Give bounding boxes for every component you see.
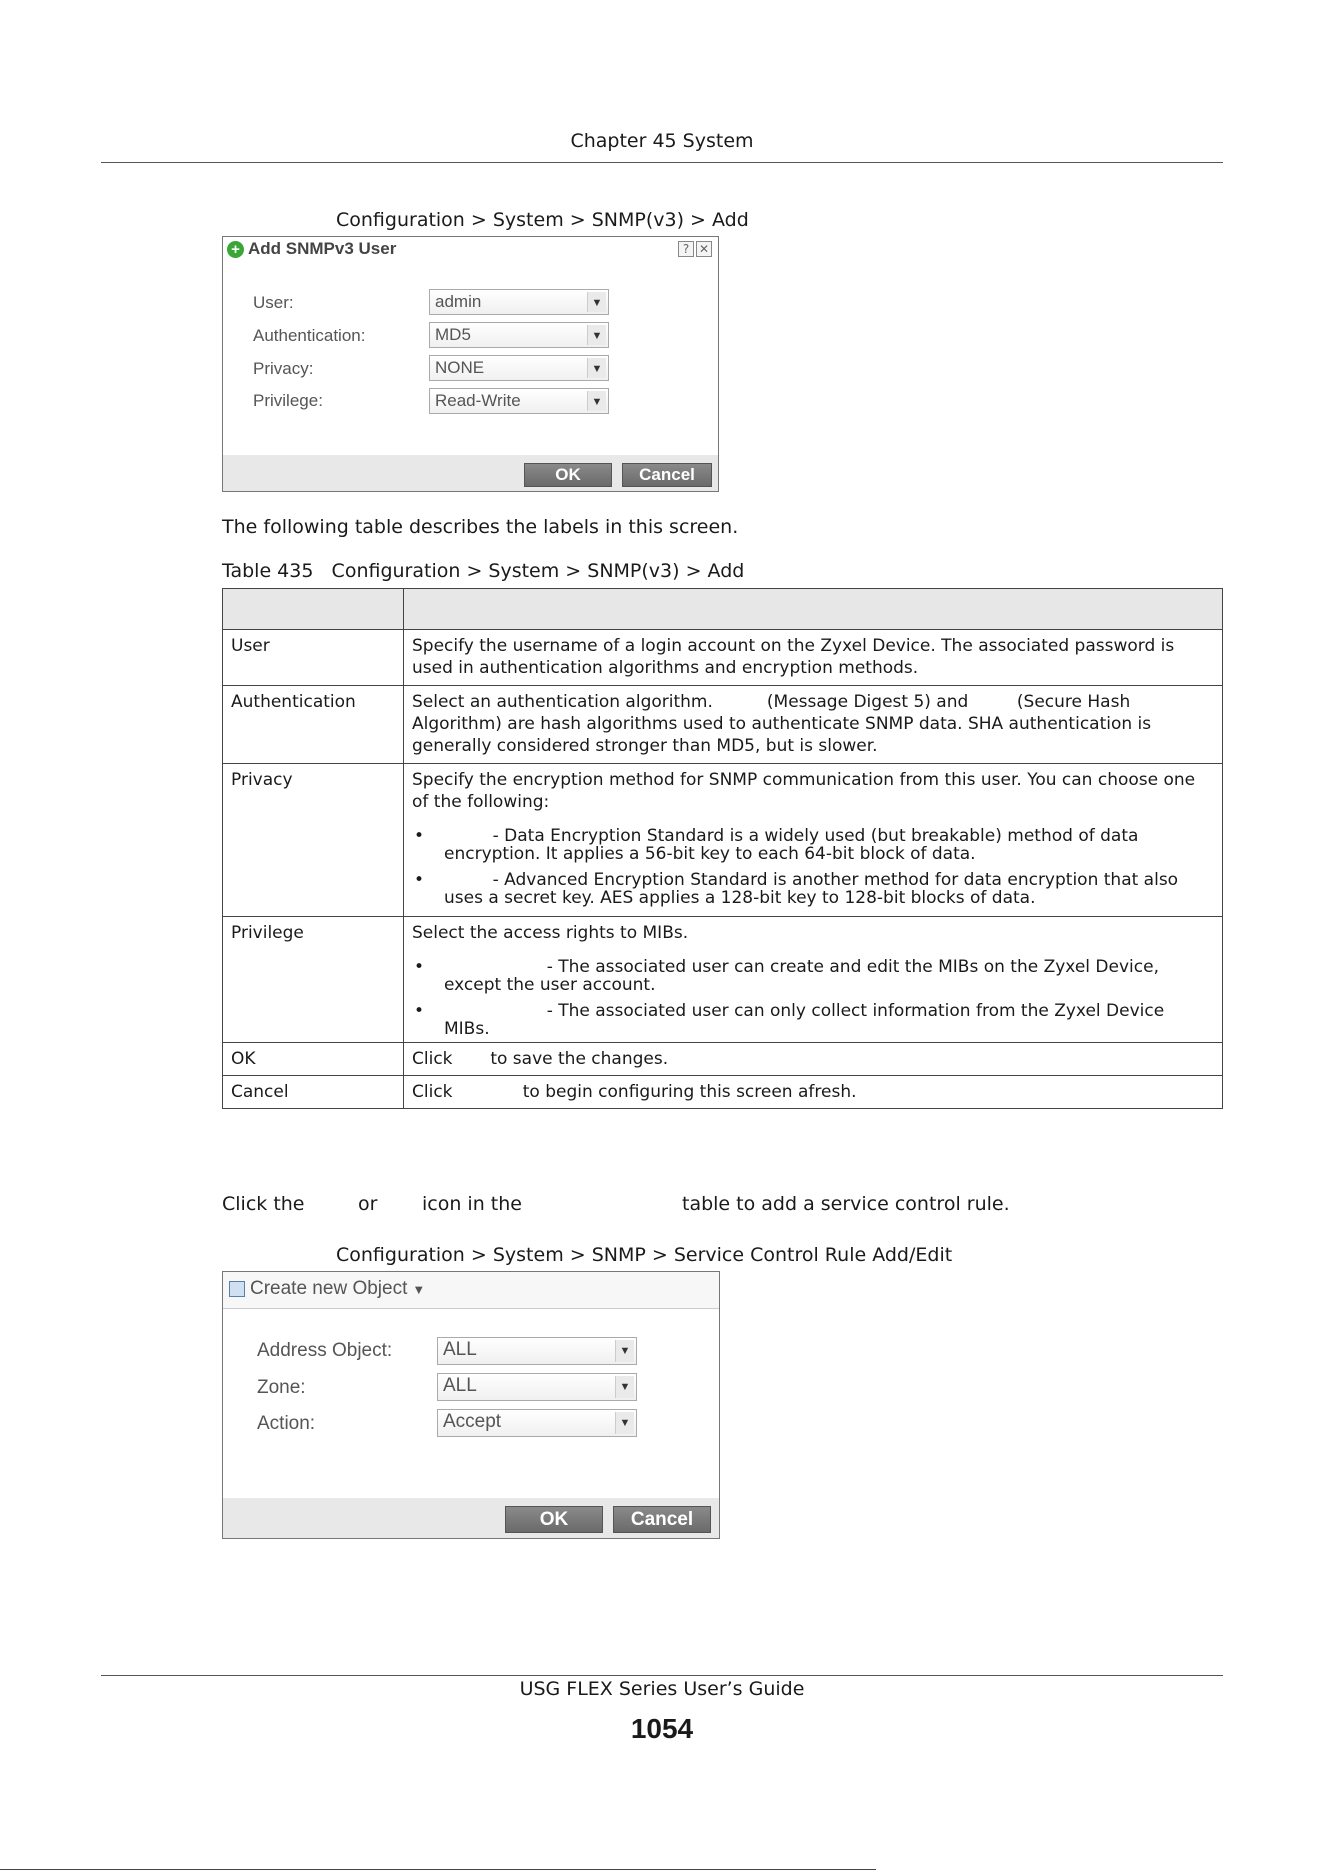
user-label: User: xyxy=(253,293,294,312)
chevron-down-icon: ▼ xyxy=(587,391,606,411)
instruction-part: Click the xyxy=(222,1193,305,1215)
cancel-button[interactable]: Cancel xyxy=(622,463,712,487)
chevron-down-icon: ▼ xyxy=(587,358,606,378)
row-description: Specify the username of a login account on the Zyxel Device. The associated password is used in authentication algorithms and encryption methods. xyxy=(404,630,1223,686)
service-control-rule-dialog xyxy=(222,1271,720,1539)
chevron-down-icon: ▼ xyxy=(587,325,606,345)
bullet-item: • - Data Encryption Standard is a widely used (but breakable) method of data encryption. It applies a 56-bit key to each 64-bit block of data. xyxy=(412,827,1214,863)
table-row xyxy=(223,686,1223,764)
privilege-label: Privilege: xyxy=(253,391,323,410)
privacy-select-value: NONE xyxy=(435,358,485,377)
privilege-select-value: Read-Write xyxy=(435,391,521,410)
figure1-caption: Configuration > System > SNMP(v3) > Add xyxy=(336,209,749,231)
zone-select[interactable] xyxy=(437,1373,637,1401)
instruction-part: table to add a service control rule. xyxy=(682,1193,1010,1215)
address-object-value: ALL xyxy=(443,1339,477,1360)
privacy-label: Privacy: xyxy=(253,359,314,378)
chevron-down-icon: ▼ xyxy=(615,1376,634,1398)
action-label: Action: xyxy=(257,1413,316,1434)
table-row xyxy=(223,1043,1223,1076)
authentication-select-value: MD5 xyxy=(435,325,471,344)
instruction-part: icon in the xyxy=(422,1193,522,1215)
authentication-label: Authentication: xyxy=(253,326,366,345)
page-number: 1054 xyxy=(630,1713,694,1744)
footer-rule xyxy=(101,1675,1223,1676)
user-select-value: admin xyxy=(435,292,482,311)
add-icon: + xyxy=(227,241,244,258)
privacy-select[interactable] xyxy=(429,355,609,381)
ok-button[interactable]: OK xyxy=(505,1506,603,1533)
action-value: Accept xyxy=(443,1411,502,1432)
close-icon[interactable]: ✕ xyxy=(696,241,712,257)
authentication-select[interactable] xyxy=(429,322,609,348)
row-description: Specify the encryption method for SNMP communication from this user. You can choose one of the following: xyxy=(412,770,1196,812)
row-description-cell xyxy=(404,917,1223,1043)
zone-label: Zone: xyxy=(257,1377,306,1398)
dropdown-arrow-icon: ▼ xyxy=(412,1281,426,1297)
cancel-button[interactable]: Cancel xyxy=(613,1506,711,1533)
bullet-item: • - The associated user can only collect information from the Zyxel Device MIBs. xyxy=(412,1002,1214,1038)
row-label: User xyxy=(223,630,404,686)
table-caption: Table 435 Configuration > System > SNMP(v3) > Add xyxy=(222,560,745,582)
chevron-down-icon: ▼ xyxy=(615,1412,634,1434)
chapter-header: Chapter 45 System xyxy=(570,130,754,152)
object-icon xyxy=(229,1281,245,1297)
bottom-rule xyxy=(0,1869,876,1870)
zone-value: ALL xyxy=(443,1375,477,1396)
row-label: Privilege xyxy=(223,917,404,1043)
row-label: OK xyxy=(223,1043,404,1076)
instruction-part: or xyxy=(358,1193,378,1215)
table-header-cell xyxy=(223,589,404,630)
help-icon[interactable]: ? xyxy=(678,241,694,257)
row-label: Cancel xyxy=(223,1076,404,1109)
chevron-down-icon: ▼ xyxy=(587,292,606,312)
bullet-item: • - Advanced Encryption Standard is another method for data encryption that also uses a secret key. AES applies a 128-bit key to 128-bit blocks of data. xyxy=(412,871,1214,907)
address-object-label: Address Object: xyxy=(257,1340,393,1361)
create-new-object-label: Create new Object xyxy=(250,1278,408,1299)
table-row xyxy=(223,917,1223,1043)
user-select[interactable] xyxy=(429,289,609,315)
privilege-select[interactable] xyxy=(429,388,609,414)
row-description: Click to save the changes. xyxy=(404,1043,1223,1076)
table-row xyxy=(223,630,1223,686)
table-row xyxy=(223,764,1223,917)
intro-text: The following table describes the labels in this screen. xyxy=(222,516,739,538)
row-label: Privacy xyxy=(223,764,404,917)
address-object-select[interactable] xyxy=(437,1337,637,1365)
action-select[interactable] xyxy=(437,1409,637,1437)
bullet-item: • - The associated user can create and edit the MIBs on the Zyxel Device, except the user account. xyxy=(412,958,1214,994)
row-description-cell xyxy=(404,764,1223,917)
table-header-row xyxy=(223,589,1223,630)
header-rule xyxy=(101,162,1223,163)
figure2-caption: Configuration > System > SNMP > Service Control Rule Add/Edit xyxy=(336,1244,953,1266)
table-row xyxy=(223,1076,1223,1109)
dialog-title xyxy=(227,239,396,259)
add-snmpv3-user-dialog xyxy=(222,236,719,492)
row-description: Select an authentication algorithm. (Message Digest 5) and (Secure Hash Algorithm) are hash algorithms used to authenticate SNMP data. SHA authentication is generally considered stronger than MD5, but is slower. xyxy=(404,686,1223,764)
chevron-down-icon: ▼ xyxy=(615,1340,634,1362)
labels-table xyxy=(222,588,1223,1109)
row-label: Authentication xyxy=(223,686,404,764)
create-new-object-menu[interactable] xyxy=(229,1278,425,1300)
ok-button[interactable]: OK xyxy=(524,463,612,487)
row-description: Select the access rights to MIBs. xyxy=(412,923,689,943)
table-header-cell xyxy=(404,589,1223,630)
row-description: Click to begin configuring this screen afresh. xyxy=(404,1076,1223,1109)
guide-title: USG FLEX Series User’s Guide xyxy=(519,1678,805,1700)
dialog-title-text: Add SNMPv3 User xyxy=(248,239,397,258)
